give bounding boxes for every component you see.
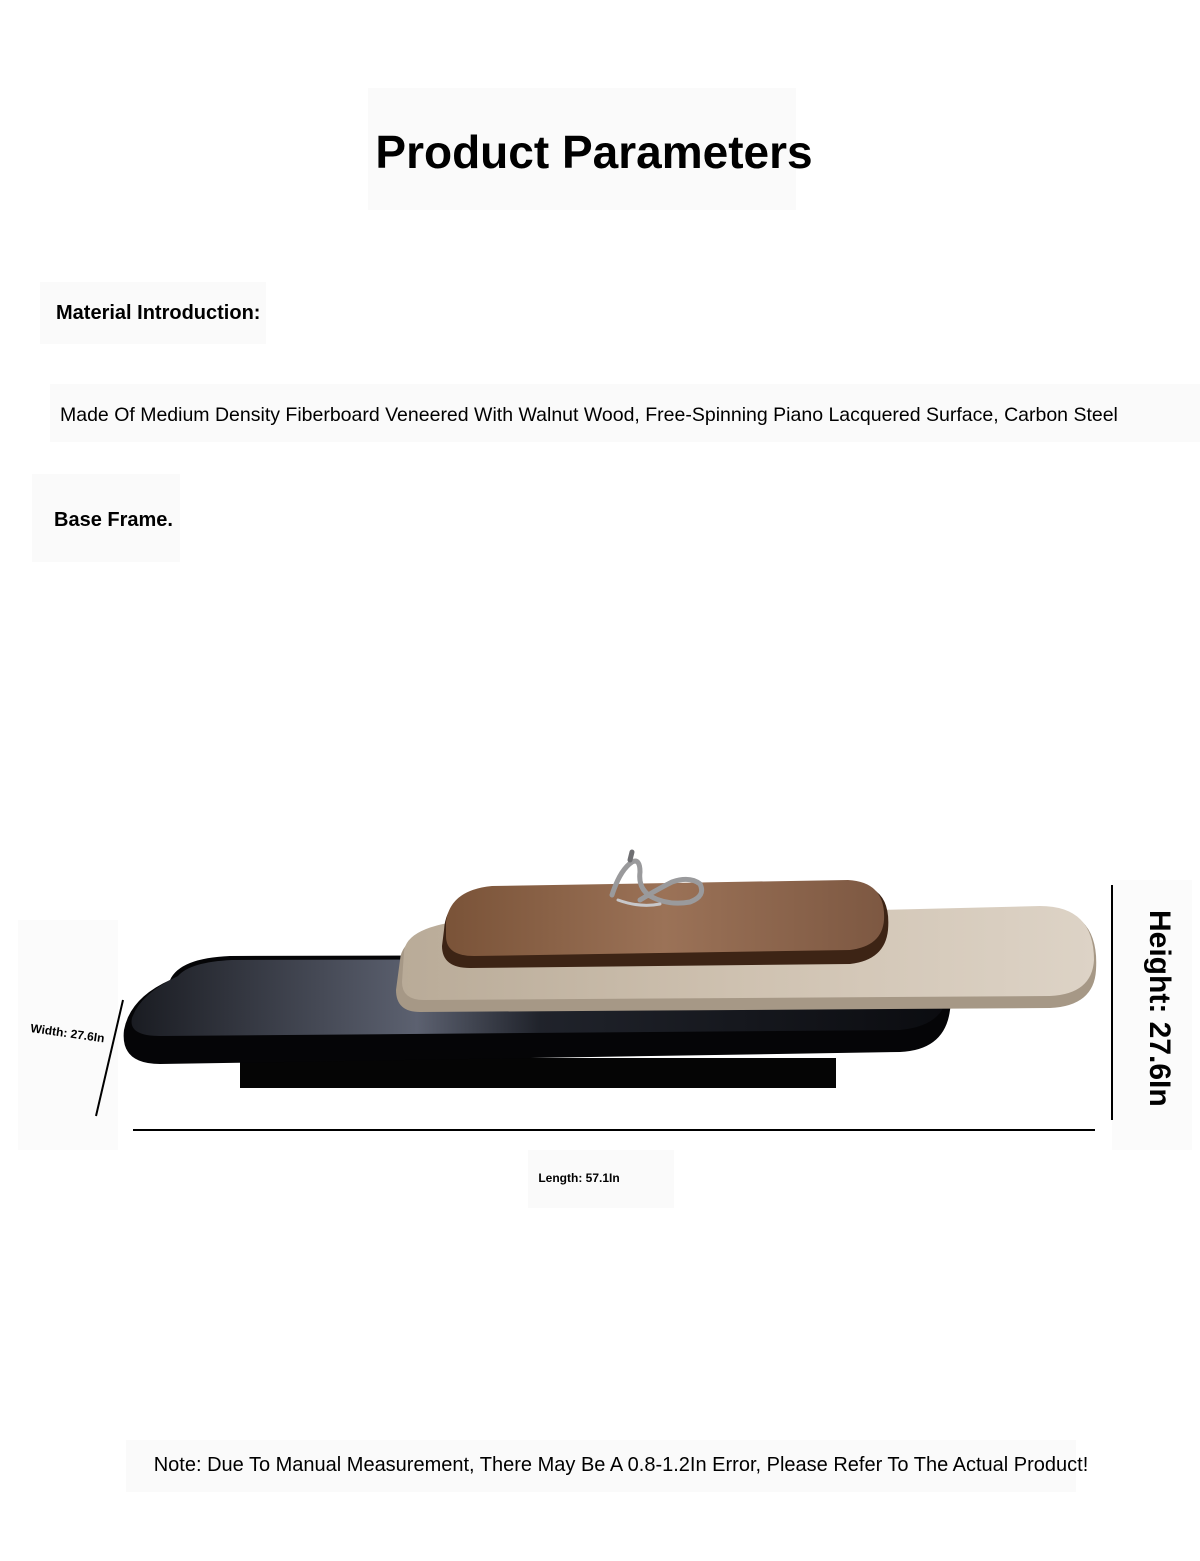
material-description-end: Base Frame.	[54, 509, 173, 531]
walnut-tier	[442, 880, 888, 968]
measurement-note: Note: Due To Manual Measurement, There May Be A 0.8-1.2In Error, Please Refer To The Actual Product!	[153, 1454, 1089, 1476]
width-label: Width: 27.6In	[29, 1021, 106, 1046]
length-label: Length: 57.1In	[538, 1171, 620, 1185]
height-label: Height: 27.6In	[1143, 910, 1176, 1107]
page-title: Product Parameters	[375, 126, 813, 178]
material-heading: Material Introduction:	[56, 302, 261, 324]
material-description: Made Of Medium Density Fiberboard Veneered With Walnut Wood, Free-Spinning Piano Lacquered Surface, Carbon Steel	[60, 404, 1118, 426]
product-dimension-figure	[0, 820, 1200, 1240]
